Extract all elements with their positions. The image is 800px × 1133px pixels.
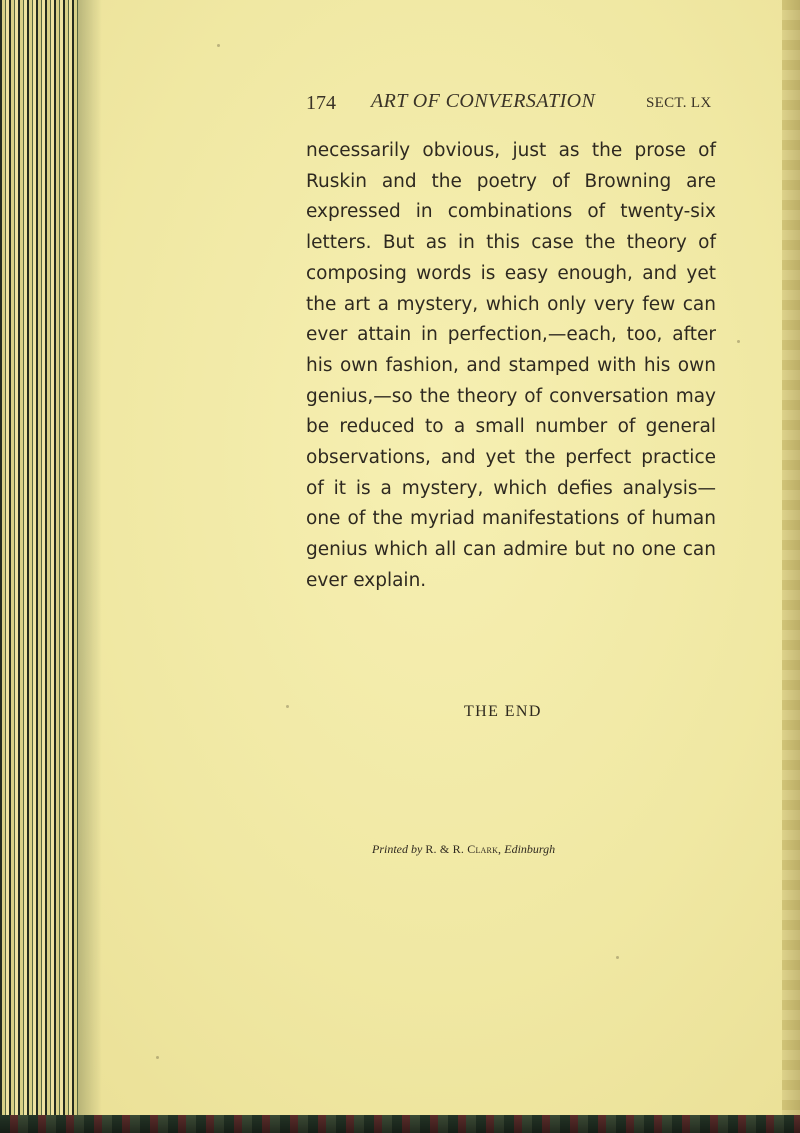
page-edge-right bbox=[782, 0, 800, 1133]
printer-imprint bbox=[372, 842, 555, 857]
paper-spot bbox=[737, 340, 740, 343]
running-head bbox=[306, 90, 716, 130]
printer-place: Edinburgh bbox=[504, 842, 556, 856]
paper-spot bbox=[156, 1056, 159, 1059]
body-paragraph: necessarily obvious, just as the prose of Ruskin and the poetry of Browning are expressed in combinations of twenty-six letters. But as in this case the theory of composing words is easy enough, and yet the art a mystery, which only very few can ever attain in perfection,—each, too, after his own fashion, and stamped with his own genius,—so the theory of conversation may be reduced to a small number of general observations, and yet the perfect practice of it is a mystery, which defies analysis—one of the myriad manifestations of human genius which all can admire but no one can ever explain. bbox=[306, 140, 716, 591]
running-title: ART OF CONVERSATION bbox=[371, 90, 596, 112]
paper-spot bbox=[217, 44, 220, 47]
page-number: 174 bbox=[306, 92, 336, 114]
the-end: THE END bbox=[464, 703, 542, 720]
paper-spot bbox=[616, 956, 619, 959]
printed-by-label: Printed by bbox=[372, 842, 423, 856]
paper-spot bbox=[286, 705, 289, 708]
page-edge-bottom bbox=[0, 1115, 800, 1133]
book-binding bbox=[0, 0, 78, 1133]
section-label: SECT. LX bbox=[646, 95, 712, 111]
text-block bbox=[306, 90, 716, 870]
printer-names: R. & R. Clark, bbox=[425, 842, 502, 856]
